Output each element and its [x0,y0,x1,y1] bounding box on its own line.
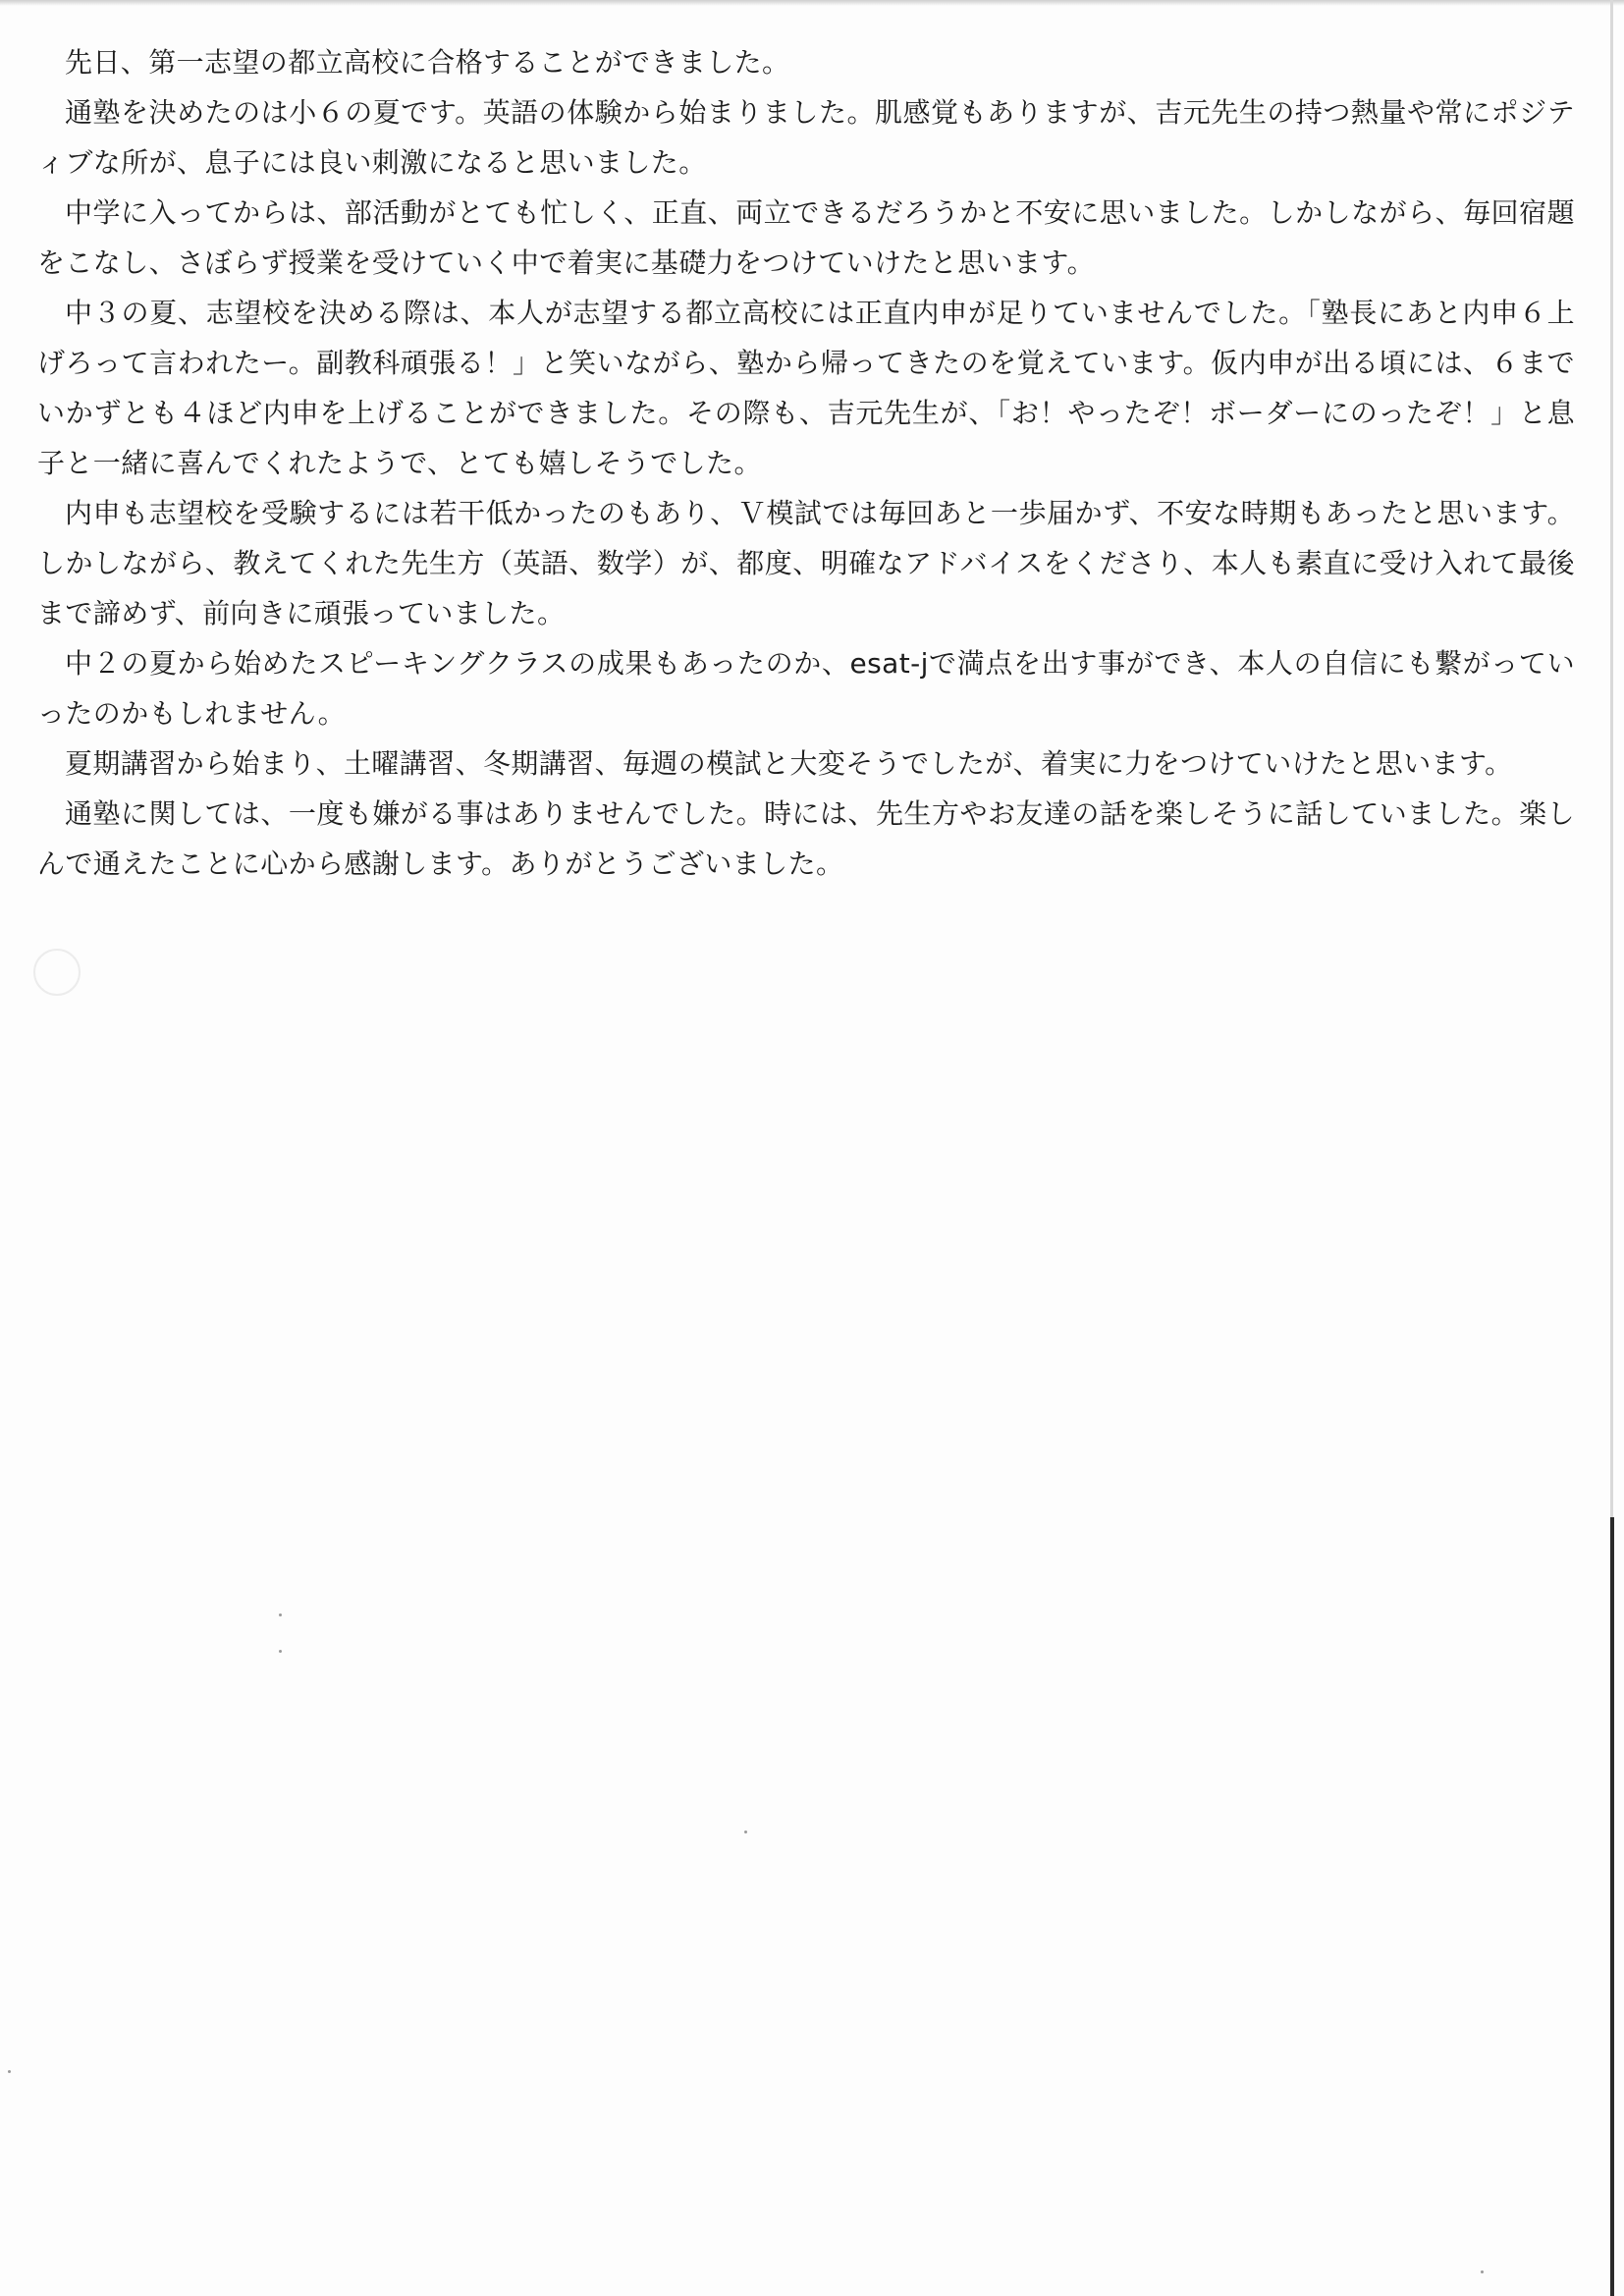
letter-paragraph: 中学に入ってからは、部活動がとても忙しく、正直、両立できるだろうかと不安に思いました。しかしながら、毎回宿題をこなし、さぼらず授業を受けていく中で着実に基礎力をつけていけたと思います。 [37,196,1575,279]
letter-paragraph: 夏期講習から始まり、土曜講習、冬期講習、毎週の模試と大変そうでしたが、着実に力をつけていけたと思います。 [65,747,1513,780]
scan-speck [8,2070,11,2073]
scan-speck [279,1650,282,1653]
letter-paragraph: 中２の夏から始めたスピーキングクラスの成果もあったのか、esat-jで満点を出す事ができ、本人の自信にも繋がっていったのかもしれません。 [37,647,1575,730]
scan-speck [744,1831,747,1833]
scan-speck [279,1613,282,1616]
letter-paragraph: 内申も志望校を受験するには若干低かったのもあり、Ｖ模試では毎回あと一歩届かず、不安な時期もあったと思います。しかしながら、教えてくれた先生方（英語、数学）が、都度、明確なアドバイスをくださり、本人も素直に受け入れて最後まで諦めず、前向きに頑張っていました。 [37,497,1575,629]
page-top-edge [0,0,1624,6]
letter-paragraph: 通塾を決めたのは小６の夏です。英語の体験から始まりました。肌感覚もありますが、吉元先生の持つ熱量や常にポジティブな所が、息子には良い刺激になると思いました。 [37,96,1575,179]
letter-paragraph: 先日、第一志望の都立高校に合格することができました。 [65,46,790,79]
letter-paragraph: 中３の夏、志望校を決める際は、本人が志望する都立高校には正直内申が足りていませんでした。「塾長にあと内申６上げろって言われたー。副教科頑張る！」と笑いながら、塾から帰ってきたのを覚えています。仮内申が出る頃には、６までいかずとも４ほど内申を上げることができました。その際も、吉元先生が、「お！やったぞ！ボーダーにのったぞ！」と息子と一緒に喜んでくれたようで、とても嬉しそうでした。 [37,297,1575,479]
scan-speck [1481,2270,1484,2273]
letter-paragraph: 通塾に関しては、一度も嫌がる事はありませんでした。時には、先生方やお友達の話を楽しそうに話していました。楽しんで通えたことに心から感謝します。ありがとうございました。 [37,797,1575,880]
testimonial-letter [37,37,1575,889]
page-right-edge-shadow [1610,1517,1614,2296]
punch-hole-mark [33,949,81,996]
